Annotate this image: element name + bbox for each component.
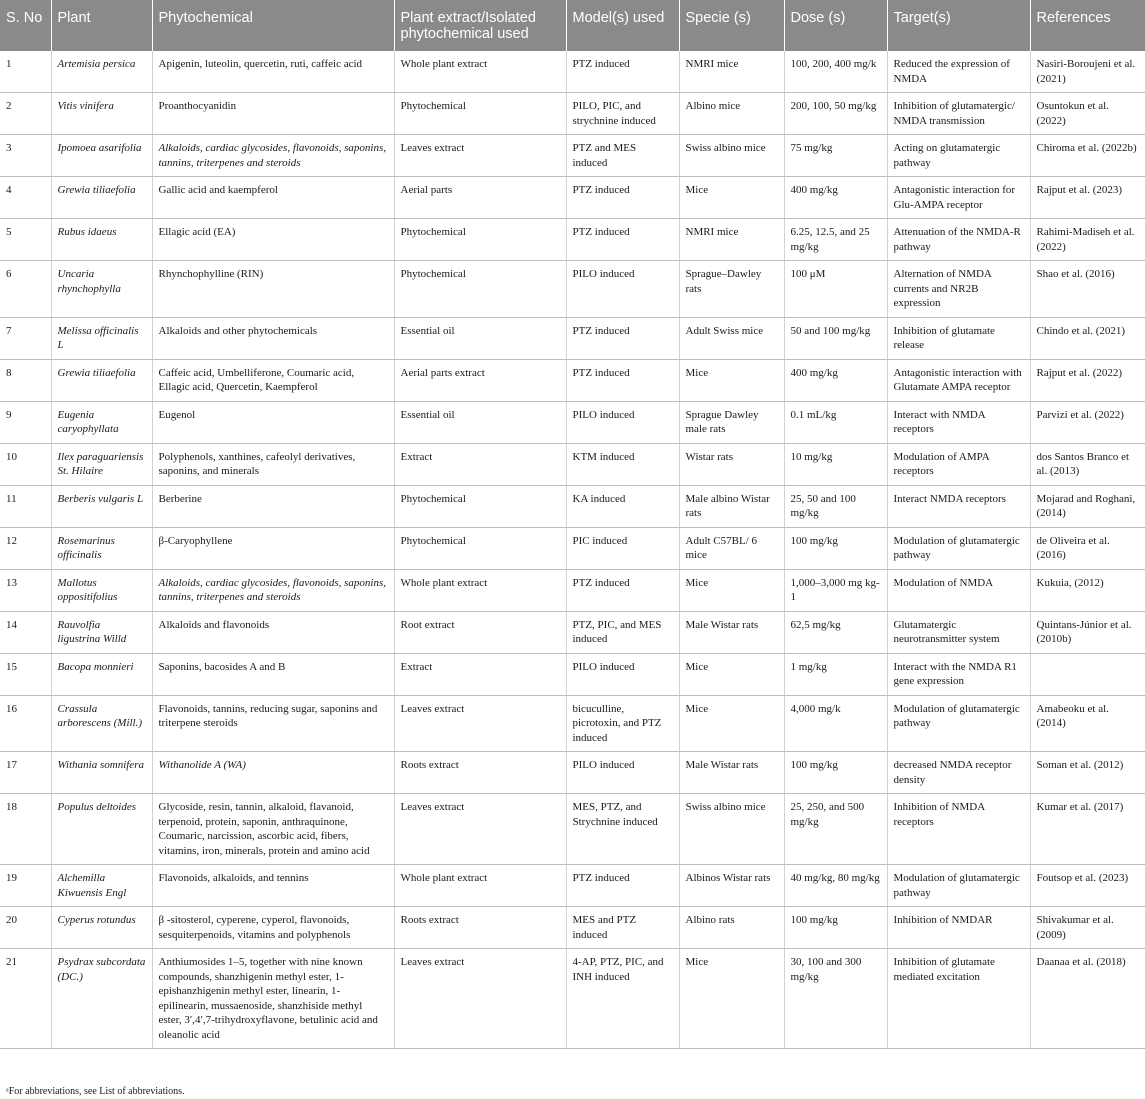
header-target: Target(s) <box>887 0 1030 51</box>
cell-phytochemical: β-Caryophyllene <box>152 527 394 569</box>
cell-dose: 100 mg/kg <box>784 752 887 794</box>
cell-reference: Mojarad and Roghani, (2014) <box>1030 485 1145 527</box>
cell-target: Acting on glutamatergic pathway <box>887 135 1030 177</box>
cell-plant: Grewia tiliaefolia <box>51 359 152 401</box>
cell-dose: 100 mg/kg <box>784 527 887 569</box>
cell-phytochemical: Glycoside, resin, tannin, alkaloid, flavanoid, terpenoid, protein, saponin, anthraquinone, Coumaric, narcission, ascorbic acid, fibers, vitamins, iron, minerals, protein and amino acid <box>152 794 394 865</box>
cell-phytochemical: Alkaloids, cardiac glycosides, flavonoids, saponins, tannins, triterpenes and steroids <box>152 569 394 611</box>
cell-phytochemical: Rhynchophylline (RIN) <box>152 261 394 318</box>
cell-extract: Leaves extract <box>394 695 566 752</box>
cell-reference: de Oliveira et al. (2016) <box>1030 527 1145 569</box>
cell-target: Modulation of glutamatergic pathway <box>887 865 1030 907</box>
cell-reference <box>1030 653 1145 695</box>
cell-target: Alternation of NMDA currents and NR2B expression <box>887 261 1030 318</box>
cell-extract: Aerial parts <box>394 177 566 219</box>
cell-dose: 400 mg/kg <box>784 177 887 219</box>
table-row <box>0 135 1145 177</box>
header-row <box>0 0 1145 51</box>
cell-sno: 16 <box>0 695 51 752</box>
cell-phytochemical: Ellagic acid (EA) <box>152 219 394 261</box>
cell-dose: 400 mg/kg <box>784 359 887 401</box>
cell-reference: Kumar et al. (2017) <box>1030 794 1145 865</box>
cell-target: Attenuation of the NMDA-R pathway <box>887 219 1030 261</box>
cell-target: Modulation of glutamatergic pathway <box>887 695 1030 752</box>
cell-sno: 2 <box>0 93 51 135</box>
table-row <box>0 261 1145 318</box>
table-row <box>0 51 1145 93</box>
cell-species: Mice <box>679 695 784 752</box>
header-species: Specie (s) <box>679 0 784 51</box>
cell-target: Interact with NMDA receptors <box>887 401 1030 443</box>
cell-plant: Ilex paraguariensis St. Hilaire <box>51 443 152 485</box>
cell-sno: 8 <box>0 359 51 401</box>
cell-species: Mice <box>679 359 784 401</box>
cell-dose: 100 mg/kg <box>784 907 887 949</box>
cell-species: Wistar rats <box>679 443 784 485</box>
cell-reference: Nasiri-Boroujeni et al. (2021) <box>1030 51 1145 93</box>
cell-plant: Vitis vinifera <box>51 93 152 135</box>
cell-plant: Cyperus rotundus <box>51 907 152 949</box>
cell-phytochemical: Caffeic acid, Umbelliferone, Coumaric acid, Ellagic acid, Quercetin, Kaempferol <box>152 359 394 401</box>
cell-phytochemical: Polyphenols, xanthines, cafeolyl derivatives, saponins, and minerals <box>152 443 394 485</box>
cell-model: PILO induced <box>566 261 679 318</box>
cell-species: Adult Swiss mice <box>679 317 784 359</box>
cell-sno: 9 <box>0 401 51 443</box>
cell-sno: 15 <box>0 653 51 695</box>
cell-reference: Chindo et al. (2021) <box>1030 317 1145 359</box>
cell-reference: dos Santos Branco et al. (2013) <box>1030 443 1145 485</box>
cell-model: PTZ induced <box>566 219 679 261</box>
cell-dose: 0.1 mL/kg <box>784 401 887 443</box>
table-row <box>0 527 1145 569</box>
cell-dose: 100 μM <box>784 261 887 318</box>
table-row <box>0 359 1145 401</box>
cell-species: Mice <box>679 177 784 219</box>
cell-extract: Essential oil <box>394 401 566 443</box>
cell-target: Glutamatergic neurotransmitter system <box>887 611 1030 653</box>
cell-plant: Rauvolfia ligustrina Willd <box>51 611 152 653</box>
cell-phytochemical: β -sitosterol, cyperene, cyperol, flavonoids, sesquiterpenoids, vitamins and polyphenols <box>152 907 394 949</box>
cell-sno: 20 <box>0 907 51 949</box>
cell-species: Albino rats <box>679 907 784 949</box>
cell-dose: 10 mg/kg <box>784 443 887 485</box>
cell-target: Inhibition of NMDA receptors <box>887 794 1030 865</box>
cell-phytochemical: Alkaloids and other phytochemicals <box>152 317 394 359</box>
table-row <box>0 177 1145 219</box>
cell-species: Mice <box>679 569 784 611</box>
cell-species: Mice <box>679 653 784 695</box>
cell-sno: 5 <box>0 219 51 261</box>
cell-extract: Phytochemical <box>394 93 566 135</box>
cell-target: decreased NMDA receptor density <box>887 752 1030 794</box>
table-row <box>0 907 1145 949</box>
cell-reference: Rajput et al. (2022) <box>1030 359 1145 401</box>
cell-target: Inhibition of glutamate release <box>887 317 1030 359</box>
cell-plant: Ipomoea asarifolia <box>51 135 152 177</box>
header-plant: Plant <box>51 0 152 51</box>
cell-reference: Shao et al. (2016) <box>1030 261 1145 318</box>
cell-phytochemical: Berberine <box>152 485 394 527</box>
header-phytochemical: Phytochemical <box>152 0 394 51</box>
cell-plant: Withania somnifera <box>51 752 152 794</box>
cell-dose: 25, 250, and 500 mg/kg <box>784 794 887 865</box>
cell-species: Swiss albino mice <box>679 794 784 865</box>
cell-species: Sprague Dawley male rats <box>679 401 784 443</box>
cell-model: PILO induced <box>566 653 679 695</box>
cell-extract: Roots extract <box>394 907 566 949</box>
cell-reference: Amabeoku et al. (2014) <box>1030 695 1145 752</box>
cell-target: Inhibition of glutamate mediated excitation <box>887 949 1030 1049</box>
cell-phytochemical: Flavonoids, alkaloids, and tennins <box>152 865 394 907</box>
table-row <box>0 794 1145 865</box>
cell-sno: 3 <box>0 135 51 177</box>
cell-plant: Grewia tiliaefolia <box>51 177 152 219</box>
cell-sno: 1 <box>0 51 51 93</box>
table-row <box>0 93 1145 135</box>
table-row <box>0 485 1145 527</box>
cell-plant: Uncaria rhynchophylla <box>51 261 152 318</box>
cell-dose: 30, 100 and 300 mg/kg <box>784 949 887 1049</box>
cell-extract: Whole plant extract <box>394 865 566 907</box>
cell-reference: Rajput et al. (2023) <box>1030 177 1145 219</box>
cell-dose: 1,000–3,000 mg kg-1 <box>784 569 887 611</box>
table-row <box>0 401 1145 443</box>
cell-dose: 50 and 100 mg/kg <box>784 317 887 359</box>
cell-extract: Whole plant extract <box>394 569 566 611</box>
cell-plant: Populus deltoides <box>51 794 152 865</box>
cell-reference: Daanaa et al. (2018) <box>1030 949 1145 1049</box>
cell-model: MES and PTZ induced <box>566 907 679 949</box>
cell-sno: 6 <box>0 261 51 318</box>
table-header <box>0 0 1145 51</box>
cell-target: Inhibition of NMDAR <box>887 907 1030 949</box>
cell-sno: 13 <box>0 569 51 611</box>
cell-reference: Foutsop et al. (2023) <box>1030 865 1145 907</box>
cell-target: Modulation of glutamatergic pathway <box>887 527 1030 569</box>
cell-species: Albinos Wistar rats <box>679 865 784 907</box>
cell-model: PTZ induced <box>566 177 679 219</box>
cell-model: PILO induced <box>566 752 679 794</box>
header-dose: Dose (s) <box>784 0 887 51</box>
cell-target: Modulation of NMDA <box>887 569 1030 611</box>
cell-extract: Leaves extract <box>394 135 566 177</box>
cell-extract: Essential oil <box>394 317 566 359</box>
cell-plant: Mallotus oppositifolius <box>51 569 152 611</box>
cell-extract: Extract <box>394 653 566 695</box>
table-row <box>0 317 1145 359</box>
cell-species: Mice <box>679 949 784 1049</box>
cell-species: Adult C57BL/ 6 mice <box>679 527 784 569</box>
header-sno: S. No <box>0 0 51 51</box>
cell-sno: 17 <box>0 752 51 794</box>
header-extract: Plant extract/Isolated phytochemical used <box>394 0 566 51</box>
cell-sno: 7 <box>0 317 51 359</box>
cell-reference: Rahimi-Madiseh et al. (2022) <box>1030 219 1145 261</box>
cell-dose: 200, 100, 50 mg/kg <box>784 93 887 135</box>
cell-phytochemical: Anthiumosides 1–5, together with nine known compounds, shanzhigenin methyl ester, 1-epishanzhigenin methyl ester, linearin, 1-epilinearin, mussaenoside, shanzhiside methyl ester, 3′,4′,7-trihydroxyflavone, betulinic acid and oleanolic acid <box>152 949 394 1049</box>
cell-phytochemical: Saponins, bacosides A and B <box>152 653 394 695</box>
cell-dose: 75 mg/kg <box>784 135 887 177</box>
cell-dose: 1 mg/kg <box>784 653 887 695</box>
cell-plant: Eugenia caryophyllata <box>51 401 152 443</box>
cell-extract: Whole plant extract <box>394 51 566 93</box>
cell-model: PIC induced <box>566 527 679 569</box>
cell-sno: 19 <box>0 865 51 907</box>
cell-species: Male Wistar rats <box>679 752 784 794</box>
cell-extract: Phytochemical <box>394 261 566 318</box>
cell-reference: Soman et al. (2012) <box>1030 752 1145 794</box>
table-row <box>0 653 1145 695</box>
cell-model: PTZ, PIC, and MES induced <box>566 611 679 653</box>
cell-plant: Artemisia persica <box>51 51 152 93</box>
table-row <box>0 611 1145 653</box>
table-row <box>0 569 1145 611</box>
cell-model: PILO, PIC, and strychnine induced <box>566 93 679 135</box>
cell-reference: Osuntokun et al. (2022) <box>1030 93 1145 135</box>
cell-species: Male Wistar rats <box>679 611 784 653</box>
cell-extract: Leaves extract <box>394 794 566 865</box>
cell-phytochemical: Withanolide A (WA) <box>152 752 394 794</box>
cell-extract: Phytochemical <box>394 219 566 261</box>
header-references: References <box>1030 0 1145 51</box>
cell-extract: Extract <box>394 443 566 485</box>
cell-phytochemical: Alkaloids, cardiac glycosides, flavonoids, saponins, tannins, triterpenes and steroids <box>152 135 394 177</box>
cell-dose: 100, 200, 400 mg/k <box>784 51 887 93</box>
header-model: Model(s) used <box>566 0 679 51</box>
table-footnote: ᵃFor abbreviations, see List of abbreviations. <box>6 1086 185 1097</box>
cell-extract: Root extract <box>394 611 566 653</box>
cell-species: NMRI mice <box>679 51 784 93</box>
cell-phytochemical: Flavonoids, tannins, reducing sugar, saponins and triterpene steroids <box>152 695 394 752</box>
cell-species: Male albino Wistar rats <box>679 485 784 527</box>
cell-model: PILO induced <box>566 401 679 443</box>
cell-target: Antagonistic interaction for Glu-AMPA receptor <box>887 177 1030 219</box>
cell-plant: Bacopa monnieri <box>51 653 152 695</box>
cell-model: KA induced <box>566 485 679 527</box>
cell-extract: Aerial parts extract <box>394 359 566 401</box>
cell-plant: Melissa officinalis L <box>51 317 152 359</box>
cell-sno: 4 <box>0 177 51 219</box>
table-row <box>0 752 1145 794</box>
cell-sno: 21 <box>0 949 51 1049</box>
cell-model: bicuculline, picrotoxin, and PTZ induced <box>566 695 679 752</box>
cell-reference: Quintans-Júnior et al. (2010b) <box>1030 611 1145 653</box>
cell-model: PTZ and MES induced <box>566 135 679 177</box>
table-body <box>0 51 1145 1049</box>
cell-model: MES, PTZ, and Strychnine induced <box>566 794 679 865</box>
table-row <box>0 443 1145 485</box>
cell-plant: Psydrax subcordata (DC.) <box>51 949 152 1049</box>
cell-target: Interact NMDA receptors <box>887 485 1030 527</box>
cell-plant: Crassula arborescens (Mill.) <box>51 695 152 752</box>
cell-extract: Roots extract <box>394 752 566 794</box>
cell-dose: 4,000 mg/k <box>784 695 887 752</box>
table-row <box>0 949 1145 1049</box>
cell-species: Swiss albino mice <box>679 135 784 177</box>
cell-sno: 10 <box>0 443 51 485</box>
cell-target: Inhibition of glutamatergic/ NMDA transmission <box>887 93 1030 135</box>
cell-plant: Berberis vulgaris L <box>51 485 152 527</box>
cell-reference: Chiroma et al. (2022b) <box>1030 135 1145 177</box>
cell-phytochemical: Apigenin, luteolin, quercetin, ruti, caffeic acid <box>152 51 394 93</box>
cell-phytochemical: Eugenol <box>152 401 394 443</box>
cell-model: 4-AP, PTZ, PIC, and INH induced <box>566 949 679 1049</box>
cell-species: Albino mice <box>679 93 784 135</box>
cell-extract: Phytochemical <box>394 527 566 569</box>
cell-dose: 25, 50 and 100 mg/kg <box>784 485 887 527</box>
cell-model: KTM induced <box>566 443 679 485</box>
cell-model: PTZ induced <box>566 865 679 907</box>
cell-dose: 40 mg/kg, 80 mg/kg <box>784 865 887 907</box>
cell-reference: Parvizi et al. (2022) <box>1030 401 1145 443</box>
cell-target: Reduced the expression of NMDA <box>887 51 1030 93</box>
cell-dose: 62,5 mg/kg <box>784 611 887 653</box>
table-row <box>0 695 1145 752</box>
cell-target: Interact with the NMDA R1 gene expression <box>887 653 1030 695</box>
table-row <box>0 219 1145 261</box>
cell-phytochemical: Proanthocyanidin <box>152 93 394 135</box>
cell-plant: Rosemarinus officinalis <box>51 527 152 569</box>
table-row <box>0 865 1145 907</box>
cell-sno: 18 <box>0 794 51 865</box>
cell-extract: Leaves extract <box>394 949 566 1049</box>
cell-reference: Kukuia, (2012) <box>1030 569 1145 611</box>
cell-reference: Shivakumar et al. (2009) <box>1030 907 1145 949</box>
cell-extract: Phytochemical <box>394 485 566 527</box>
cell-model: PTZ induced <box>566 359 679 401</box>
cell-sno: 11 <box>0 485 51 527</box>
cell-plant: Alchemilla Kiwuensis Engl <box>51 865 152 907</box>
cell-plant: Rubus idaeus <box>51 219 152 261</box>
cell-sno: 14 <box>0 611 51 653</box>
cell-dose: 6.25, 12.5, and 25 mg/kg <box>784 219 887 261</box>
cell-species: NMRI mice <box>679 219 784 261</box>
cell-target: Modulation of AMPA receptors <box>887 443 1030 485</box>
cell-target: Antagonistic interaction with Glutamate AMPA receptor <box>887 359 1030 401</box>
cell-phytochemical: Alkaloids and flavonoids <box>152 611 394 653</box>
cell-model: PTZ induced <box>566 569 679 611</box>
cell-sno: 12 <box>0 527 51 569</box>
cell-model: PTZ induced <box>566 317 679 359</box>
cell-species: Sprague–Dawley rats <box>679 261 784 318</box>
cell-phytochemical: Gallic acid and kaempferol <box>152 177 394 219</box>
cell-model: PTZ induced <box>566 51 679 93</box>
